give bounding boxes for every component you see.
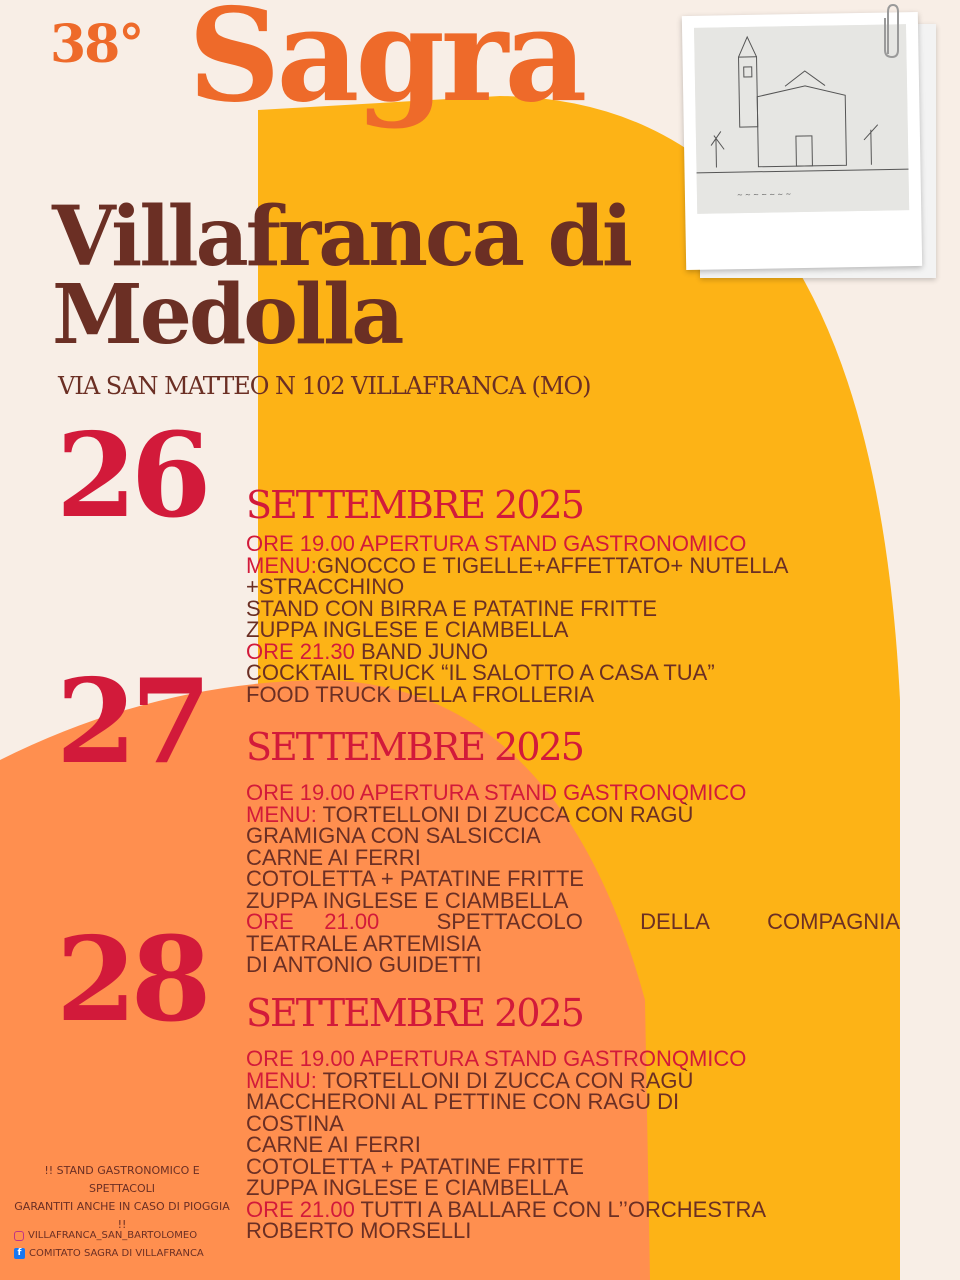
day-number-27: 27 — [56, 654, 206, 790]
month-label-26: SETTEMBRE 2025 — [246, 483, 583, 527]
program-line: ORE 19.00 APERTURA STAND GASTRONOMICO — [246, 531, 747, 556]
program-line: ZUPPA INGLESE E CIAMBELLA — [246, 887, 569, 913]
instagram-icon — [14, 1231, 24, 1241]
month-label-27: SETTEMBRE 2025 — [246, 725, 583, 769]
program-line: ORE 19.00 APERTURA STAND GASTRONQMICO — [246, 1046, 747, 1071]
facebook-icon: f — [14, 1248, 25, 1259]
program-line: MENU: TORTELLONI DI ZUCCA CON RAGÙ — [246, 1067, 694, 1093]
program-line: ZUPPA INGLESE E CIAMBELLA — [246, 1175, 569, 1200]
svg-text:~ ~ ~ ~ ~ ~ ~: ~ ~ ~ ~ ~ ~ ~ — [736, 190, 792, 200]
program-line: ORE 21.00 TUTTI A BALLARE CON L’’ORCHESTRA — [246, 1196, 767, 1222]
address: VIA SAN MATTEO N 102 VILLAFRANCA (MO) — [58, 372, 591, 400]
program-line: STAND CON BIRRA E PATATINE FRITTE — [246, 595, 658, 621]
program-line: COTOLETTA + PATATINE FRITTE — [246, 866, 584, 891]
program-line: TEATRALE ARTEMISIA — [246, 930, 482, 956]
place-title-line2: Medolla — [52, 267, 402, 363]
program-line: COSTINA — [246, 1110, 344, 1136]
program-line: GRAMIGNA CON SALSICCIA — [246, 823, 541, 848]
program-line: CARNE AI FERRI — [246, 844, 421, 870]
program-day-28 — [246, 1048, 900, 1242]
program-line: DI ANTONIO GUIDETTI — [246, 952, 482, 977]
program-line: +STRACCHINO — [246, 574, 405, 599]
month-label-28: SETTEMBRE 2025 — [246, 991, 583, 1035]
facebook-page[interactable]: f COMITATO SAGRA DI VILLAFRANCA — [14, 1248, 204, 1259]
paperclip-icon — [882, 2, 902, 60]
place-title-line1: Villafranca di — [52, 189, 631, 285]
edition-number: 38° — [50, 14, 143, 75]
church-sketch — [694, 24, 909, 214]
program-line: ORE 19.00 APERTURA STAND GASTRONQMICO — [246, 780, 747, 805]
spectacle-line: ORE 21.00 SPETTACOLO DELLA COMPAGNIA — [246, 909, 900, 934]
program-line: ZUPPA INGLESE E CIAMBELLA — [246, 617, 569, 642]
instagram-handle[interactable]: VILLAFRANCA_SAN_BARTOLOMEO — [14, 1230, 197, 1241]
program-line: COTOLETTA + PATATINE FRITTE — [246, 1153, 584, 1179]
program-line: FOOD TRUCK DELLA FROLLERIA — [246, 681, 595, 707]
program-line: MACCHERONI AL PETTINE CON RAGÙ DI — [246, 1089, 680, 1114]
program-line: CARNE AI FERRI — [246, 1132, 421, 1157]
program-line: ROBERTO MORSELLI — [246, 1218, 472, 1243]
program-line: COCKTAIL TRUCK “IL SALOTTO A CASA TUA” — [246, 660, 715, 685]
event-title: Sagra — [188, 0, 584, 131]
rain-note: !! STAND GASTRONOMICO E SPETTACOLI GARANTITI ANCHE IN CASO DI PIOGGIA !! — [14, 1164, 230, 1231]
day-number-28: 28 — [56, 912, 206, 1048]
program-day-27 — [246, 782, 900, 976]
program-line: ORE 21.30 BAND JUNO — [246, 638, 489, 664]
program-day-26 — [246, 533, 900, 705]
program-line: MENU:GNOCCO E TIGELLE+AFFETTATO+ NUTELLA — [246, 552, 789, 578]
program-line: MENU: TORTELLONI DI ZUCCA CON RAGÙ — [246, 801, 694, 827]
day-number-26: 26 — [56, 408, 206, 544]
